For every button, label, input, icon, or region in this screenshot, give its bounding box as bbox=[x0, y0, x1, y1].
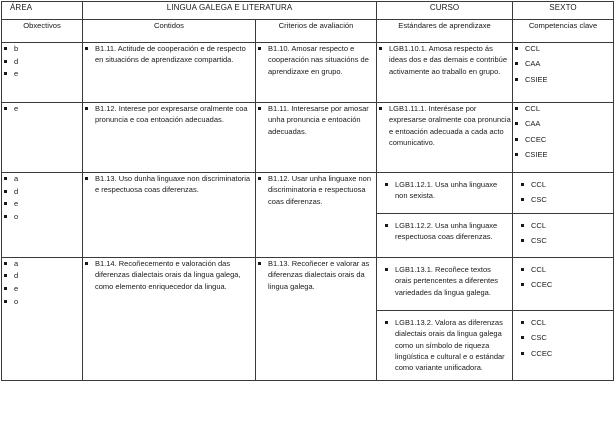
standard-text: LGB1.12.1. Usa unha linguaxe non sexista. bbox=[383, 179, 506, 202]
standard-text: LGB1.13.1. Recoñece textos orais pertencentes a diferentes variedades da lingua galega. bbox=[383, 264, 506, 298]
competence-item: CAA bbox=[513, 58, 613, 69]
competence-item: CCL bbox=[513, 103, 613, 114]
content-text: B1.13. Uso dunha linguaxe non discriminatoria e respectuosa coas diferenzas. bbox=[83, 173, 255, 196]
objective-item: e bbox=[2, 283, 82, 294]
competence-item: CCEC bbox=[519, 348, 607, 359]
standard-part bbox=[377, 173, 512, 214]
content-text: B1.11. Actitude de cooperación e de respecto en situacións de aprendizaxe compartida. bbox=[83, 43, 255, 66]
col-objectives: Obxectivos bbox=[2, 20, 83, 43]
standards-group bbox=[377, 257, 513, 380]
criterion-text: B1.10. Amosar respecto e cooperación nas situacións de aprendizaxe en grupo. bbox=[256, 43, 376, 77]
competence-item: CSIEE bbox=[513, 74, 613, 85]
competence-item: CCL bbox=[519, 264, 607, 275]
content-text: B1.12. Interese por expresarse oralmente coa pronuncia e coa entoación adecuadas. bbox=[83, 103, 255, 126]
curriculum-table bbox=[1, 1, 614, 381]
objective-item: d bbox=[2, 56, 82, 67]
competences-cell bbox=[513, 43, 614, 103]
standard-text: LGB1.10.1. Amosa respecto ás ideas dos e das demais e contribúe activamente ao traballo en grupo. bbox=[377, 43, 512, 77]
course-value: SEXTO bbox=[513, 2, 614, 20]
competence-item: CCL bbox=[519, 317, 607, 328]
competence-item: CCL bbox=[519, 179, 607, 190]
objective-item: a bbox=[2, 258, 82, 269]
criterion-text: B1.13. Recoñecer e valorar as diferenzas dialectais orais da lingua galega. bbox=[256, 258, 376, 292]
table-row bbox=[2, 173, 614, 258]
course-label: CURSO bbox=[377, 2, 513, 20]
objective-item: d bbox=[2, 186, 82, 197]
objectives-cell bbox=[2, 103, 83, 173]
criterion-text: B1.12. Usar unha linguaxe non discriminatoria e respectuosa coas diferenzas. bbox=[256, 173, 376, 207]
competence-item: CSIEE bbox=[513, 149, 613, 160]
col-contents: Contidos bbox=[83, 20, 256, 43]
content-cell bbox=[83, 173, 256, 258]
criterion-cell bbox=[256, 103, 377, 173]
standard-part bbox=[377, 214, 512, 249]
objectives-cell bbox=[2, 257, 83, 380]
objective-item: o bbox=[2, 296, 82, 307]
objective-item: e bbox=[2, 198, 82, 209]
competence-item: CSC bbox=[519, 235, 607, 246]
objective-item: e bbox=[2, 68, 82, 79]
competence-item: CCL bbox=[513, 43, 613, 54]
competences-part bbox=[513, 214, 613, 257]
standard-text: LGB1.12.2. Usa unha linguaxe respectuosa coas diferenzas. bbox=[383, 220, 506, 243]
competence-item: CSC bbox=[519, 332, 607, 343]
col-standards: Estándares de aprendizaxe bbox=[377, 20, 513, 43]
competences-cell bbox=[513, 103, 614, 173]
content-text: B1.14. Recoñecemento e valoración das diferenzas dialectais orais da lingua galega, como elemento enriquecedor da lingua. bbox=[83, 258, 255, 292]
table-row bbox=[2, 257, 614, 380]
objectives-cell bbox=[2, 43, 83, 103]
objective-item: d bbox=[2, 270, 82, 281]
objective-item: e bbox=[2, 103, 82, 114]
content-cell bbox=[83, 257, 256, 380]
content-cell bbox=[83, 103, 256, 173]
objective-item: b bbox=[2, 43, 82, 54]
criterion-text: B1.11. Interesarse por amosar unha pronuncia e entoación adecuadas. bbox=[256, 103, 376, 137]
standard-part bbox=[377, 258, 512, 311]
col-competences: Competencias clave bbox=[513, 20, 614, 43]
objective-item: a bbox=[2, 173, 82, 184]
competence-item: CAA bbox=[513, 118, 613, 129]
header-row bbox=[2, 2, 614, 20]
competences-group bbox=[513, 173, 614, 258]
standard-text: LGB1.13.2. Valora as diferenzas dialectais orais da lingua galega como un símbolo de riqueza lingüística e cultural e o estándar como variante unificadora. bbox=[383, 317, 506, 374]
competence-item: CCL bbox=[519, 220, 607, 231]
standard-cell bbox=[377, 43, 513, 103]
standard-cell bbox=[377, 103, 513, 173]
competence-item: CCEC bbox=[519, 279, 607, 290]
table-row bbox=[2, 103, 614, 173]
area-label: ÁREA bbox=[2, 2, 83, 20]
objectives-cell bbox=[2, 173, 83, 258]
area-value: LINGUA GALEGA E LITERATURA bbox=[83, 2, 377, 20]
standard-part bbox=[377, 311, 512, 380]
objective-item: o bbox=[2, 211, 82, 222]
table-row bbox=[2, 43, 614, 103]
content-cell bbox=[83, 43, 256, 103]
competences-part bbox=[513, 311, 613, 369]
criterion-cell bbox=[256, 173, 377, 258]
criterion-cell bbox=[256, 43, 377, 103]
competences-part bbox=[513, 173, 613, 214]
competences-part bbox=[513, 258, 613, 311]
competences-group bbox=[513, 257, 614, 380]
column-header-row bbox=[2, 20, 614, 43]
standards-group bbox=[377, 173, 513, 258]
standard-text: LGB1.11.1. Interésase por expresarse oralmente coa pronuncia e entoación adecuada a cada acto comunicativo. bbox=[377, 103, 512, 149]
criterion-cell bbox=[256, 257, 377, 380]
competence-item: CSC bbox=[519, 194, 607, 205]
competence-item: CCEC bbox=[513, 134, 613, 145]
col-criteria: Criterios de avaliación bbox=[256, 20, 377, 43]
